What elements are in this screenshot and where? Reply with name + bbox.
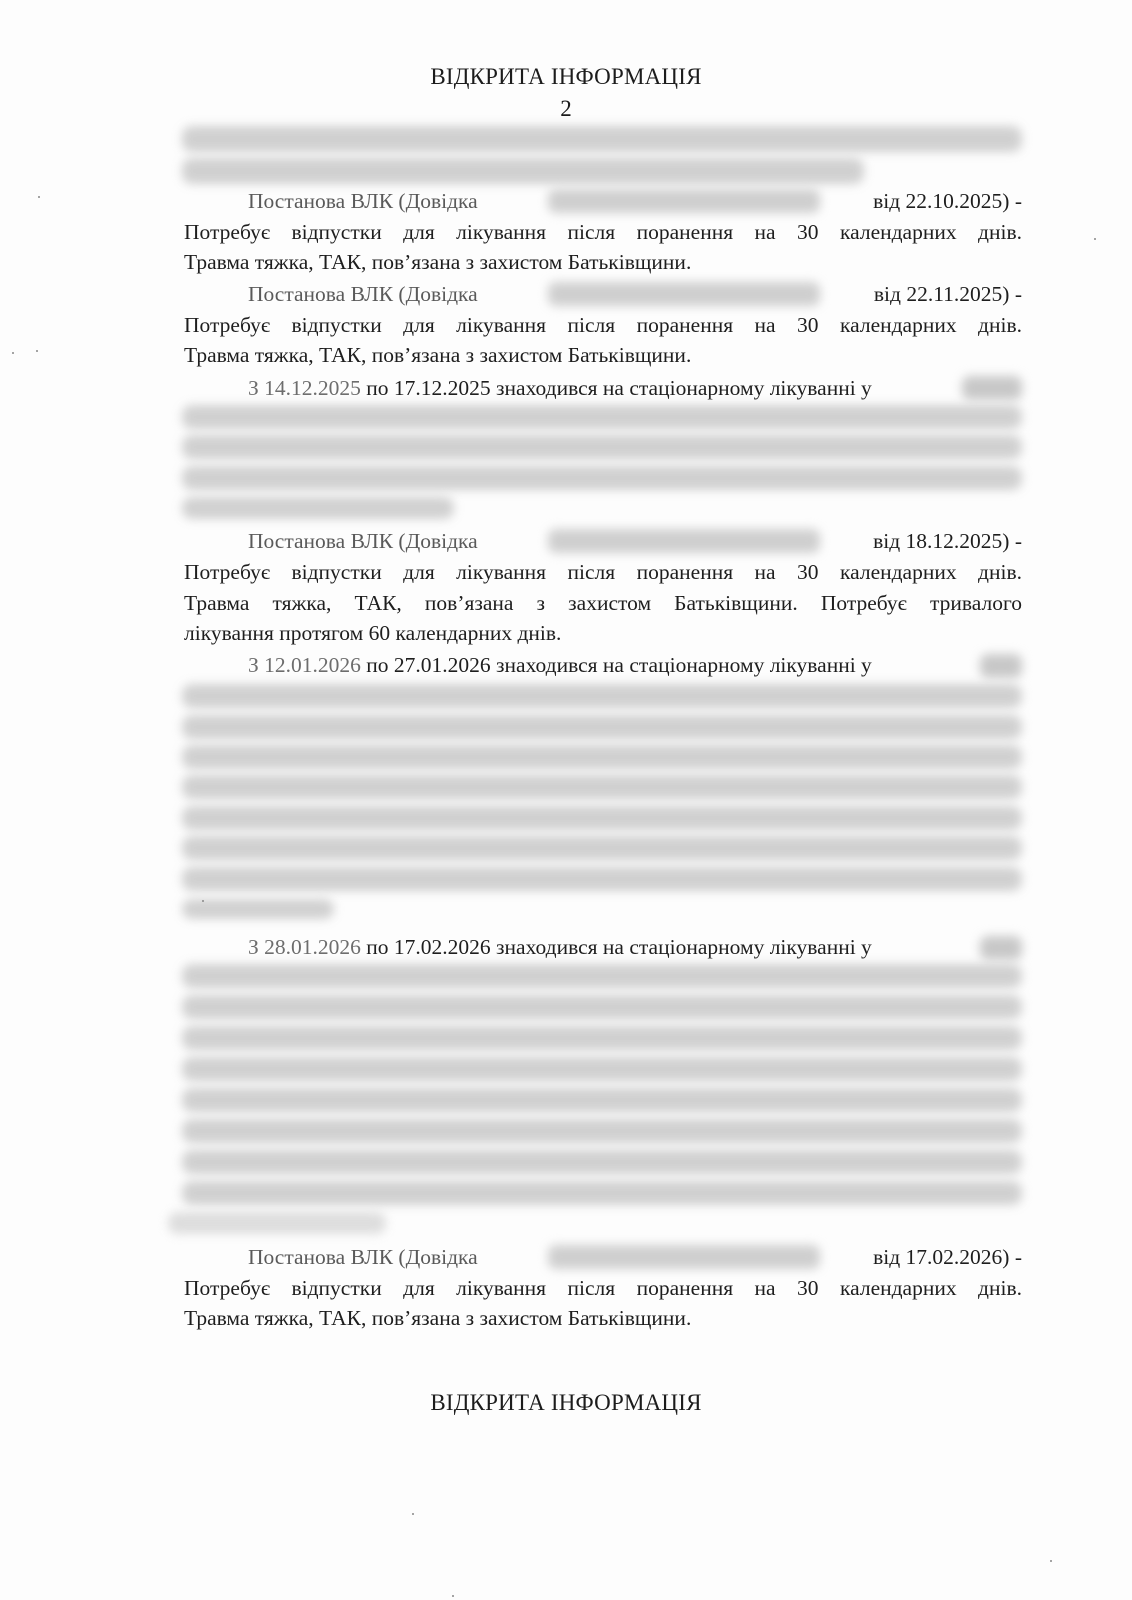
vlk-decision-row bbox=[248, 526, 1022, 556]
trauma-line: Травма тяжка, ТАК, пов’язана з захистом Батьківщини. bbox=[184, 343, 692, 367]
redacted-block bbox=[182, 899, 334, 919]
scan-speck bbox=[452, 1595, 454, 1597]
inpatient-stay-line bbox=[248, 373, 872, 403]
redacted-block bbox=[182, 715, 1022, 739]
vlk-date: від 17.02.2026) - bbox=[873, 1245, 1022, 1269]
trauma-line: Травма тяжка, ТАК, пов’язана з захистом Батьківщини. Потребує тривалого bbox=[184, 591, 1022, 615]
redacted-institution bbox=[980, 654, 1022, 678]
redacted-block bbox=[182, 1150, 1022, 1174]
scan-speck bbox=[38, 196, 40, 198]
redacted-block bbox=[182, 158, 864, 184]
leave-need-line: Потребує відпустки для лікування після поранення на 30 календарних днів. bbox=[184, 313, 1022, 337]
inpatient-stay-line bbox=[248, 650, 872, 680]
vlk-lead: Постанова ВЛК (Довідка bbox=[248, 1245, 478, 1269]
redacted-block bbox=[182, 964, 1022, 988]
classification-header: ВІДКРИТА ІНФОРМАЦІЯ bbox=[430, 64, 702, 89]
leave-need-line: Потребує відпустки для лікування після поранення на 30 календарних днів. bbox=[184, 220, 1022, 244]
redacted-block bbox=[182, 806, 1022, 830]
redacted-block bbox=[182, 435, 1022, 459]
inpatient-stay-line bbox=[248, 932, 872, 962]
stay-rest: по 27.01.2026 знаходився на стаціонарному лікуванні у bbox=[360, 653, 872, 677]
redacted-block bbox=[182, 497, 454, 519]
redacted-institution bbox=[962, 376, 1022, 400]
redacted-certificate-number bbox=[548, 1245, 820, 1269]
vlk-date: від 18.12.2025) - bbox=[873, 529, 1022, 553]
scan-speck bbox=[202, 900, 204, 902]
redacted-block bbox=[182, 126, 1022, 152]
vlk-date: від 22.10.2025) - bbox=[873, 189, 1022, 213]
vlk-lead: Постанова ВЛК (Довідка bbox=[248, 282, 478, 306]
redacted-certificate-number bbox=[548, 529, 820, 553]
redacted-block bbox=[182, 745, 1022, 769]
redacted-block bbox=[182, 1057, 1022, 1081]
page-number: 2 bbox=[560, 96, 572, 121]
leave-need-line: Потребує відпустки для лікування після поранення на 30 календарних днів. bbox=[184, 560, 1022, 584]
vlk-date: від 22.11.2025) - bbox=[873, 282, 1022, 306]
redacted-block bbox=[182, 1119, 1022, 1143]
stay-start: З 28.01.2026 bbox=[248, 935, 361, 959]
redacted-block bbox=[182, 775, 1022, 799]
long-treatment-line: лікування протягом 60 календарних днів. bbox=[184, 621, 562, 645]
vlk-lead: Постанова ВЛК (Довідка bbox=[248, 529, 478, 553]
leave-need-line: Потребує відпустки для лікування після поранення на 30 календарних днів. bbox=[184, 1276, 1022, 1300]
redacted-block bbox=[182, 466, 1022, 490]
trauma-line: Травма тяжка, ТАК, пов’язана з захистом Батьківщини. bbox=[184, 250, 692, 274]
stay-start: З 12.01.2026 bbox=[248, 653, 361, 677]
redacted-block bbox=[182, 405, 1022, 429]
trauma-line: Травма тяжка, ТАК, пов’язана з захистом Батьківщини. bbox=[184, 1306, 692, 1330]
redacted-block bbox=[168, 1212, 386, 1234]
redacted-institution bbox=[980, 936, 1022, 960]
stay-rest: по 17.02.2026 знаходився на стаціонарному лікуванні у bbox=[360, 935, 872, 959]
redacted-certificate-number bbox=[548, 282, 820, 306]
scan-speck bbox=[1094, 238, 1096, 240]
redacted-block bbox=[182, 1088, 1022, 1112]
vlk-decision-row bbox=[248, 279, 1022, 309]
scan-speck bbox=[12, 352, 14, 354]
stay-rest: по 17.12.2025 знаходився на стаціонарному лікуванні у bbox=[360, 376, 872, 400]
redacted-block bbox=[182, 684, 1022, 708]
classification-footer: ВІДКРИТА ІНФОРМАЦІЯ bbox=[430, 1390, 702, 1415]
scan-speck bbox=[36, 350, 38, 352]
redacted-block bbox=[182, 995, 1022, 1019]
vlk-lead: Постанова ВЛК (Довідка bbox=[248, 189, 478, 213]
vlk-decision-row bbox=[248, 186, 1022, 216]
redacted-certificate-number bbox=[548, 189, 820, 213]
redacted-block bbox=[182, 836, 1022, 860]
redacted-block bbox=[182, 867, 1022, 891]
scan-speck bbox=[1050, 1560, 1052, 1562]
redacted-block bbox=[182, 1026, 1022, 1050]
scan-speck bbox=[412, 1513, 414, 1515]
vlk-decision-row bbox=[248, 1242, 1022, 1272]
stay-start: З 14.12.2025 bbox=[248, 376, 361, 400]
redacted-block bbox=[182, 1181, 1022, 1205]
